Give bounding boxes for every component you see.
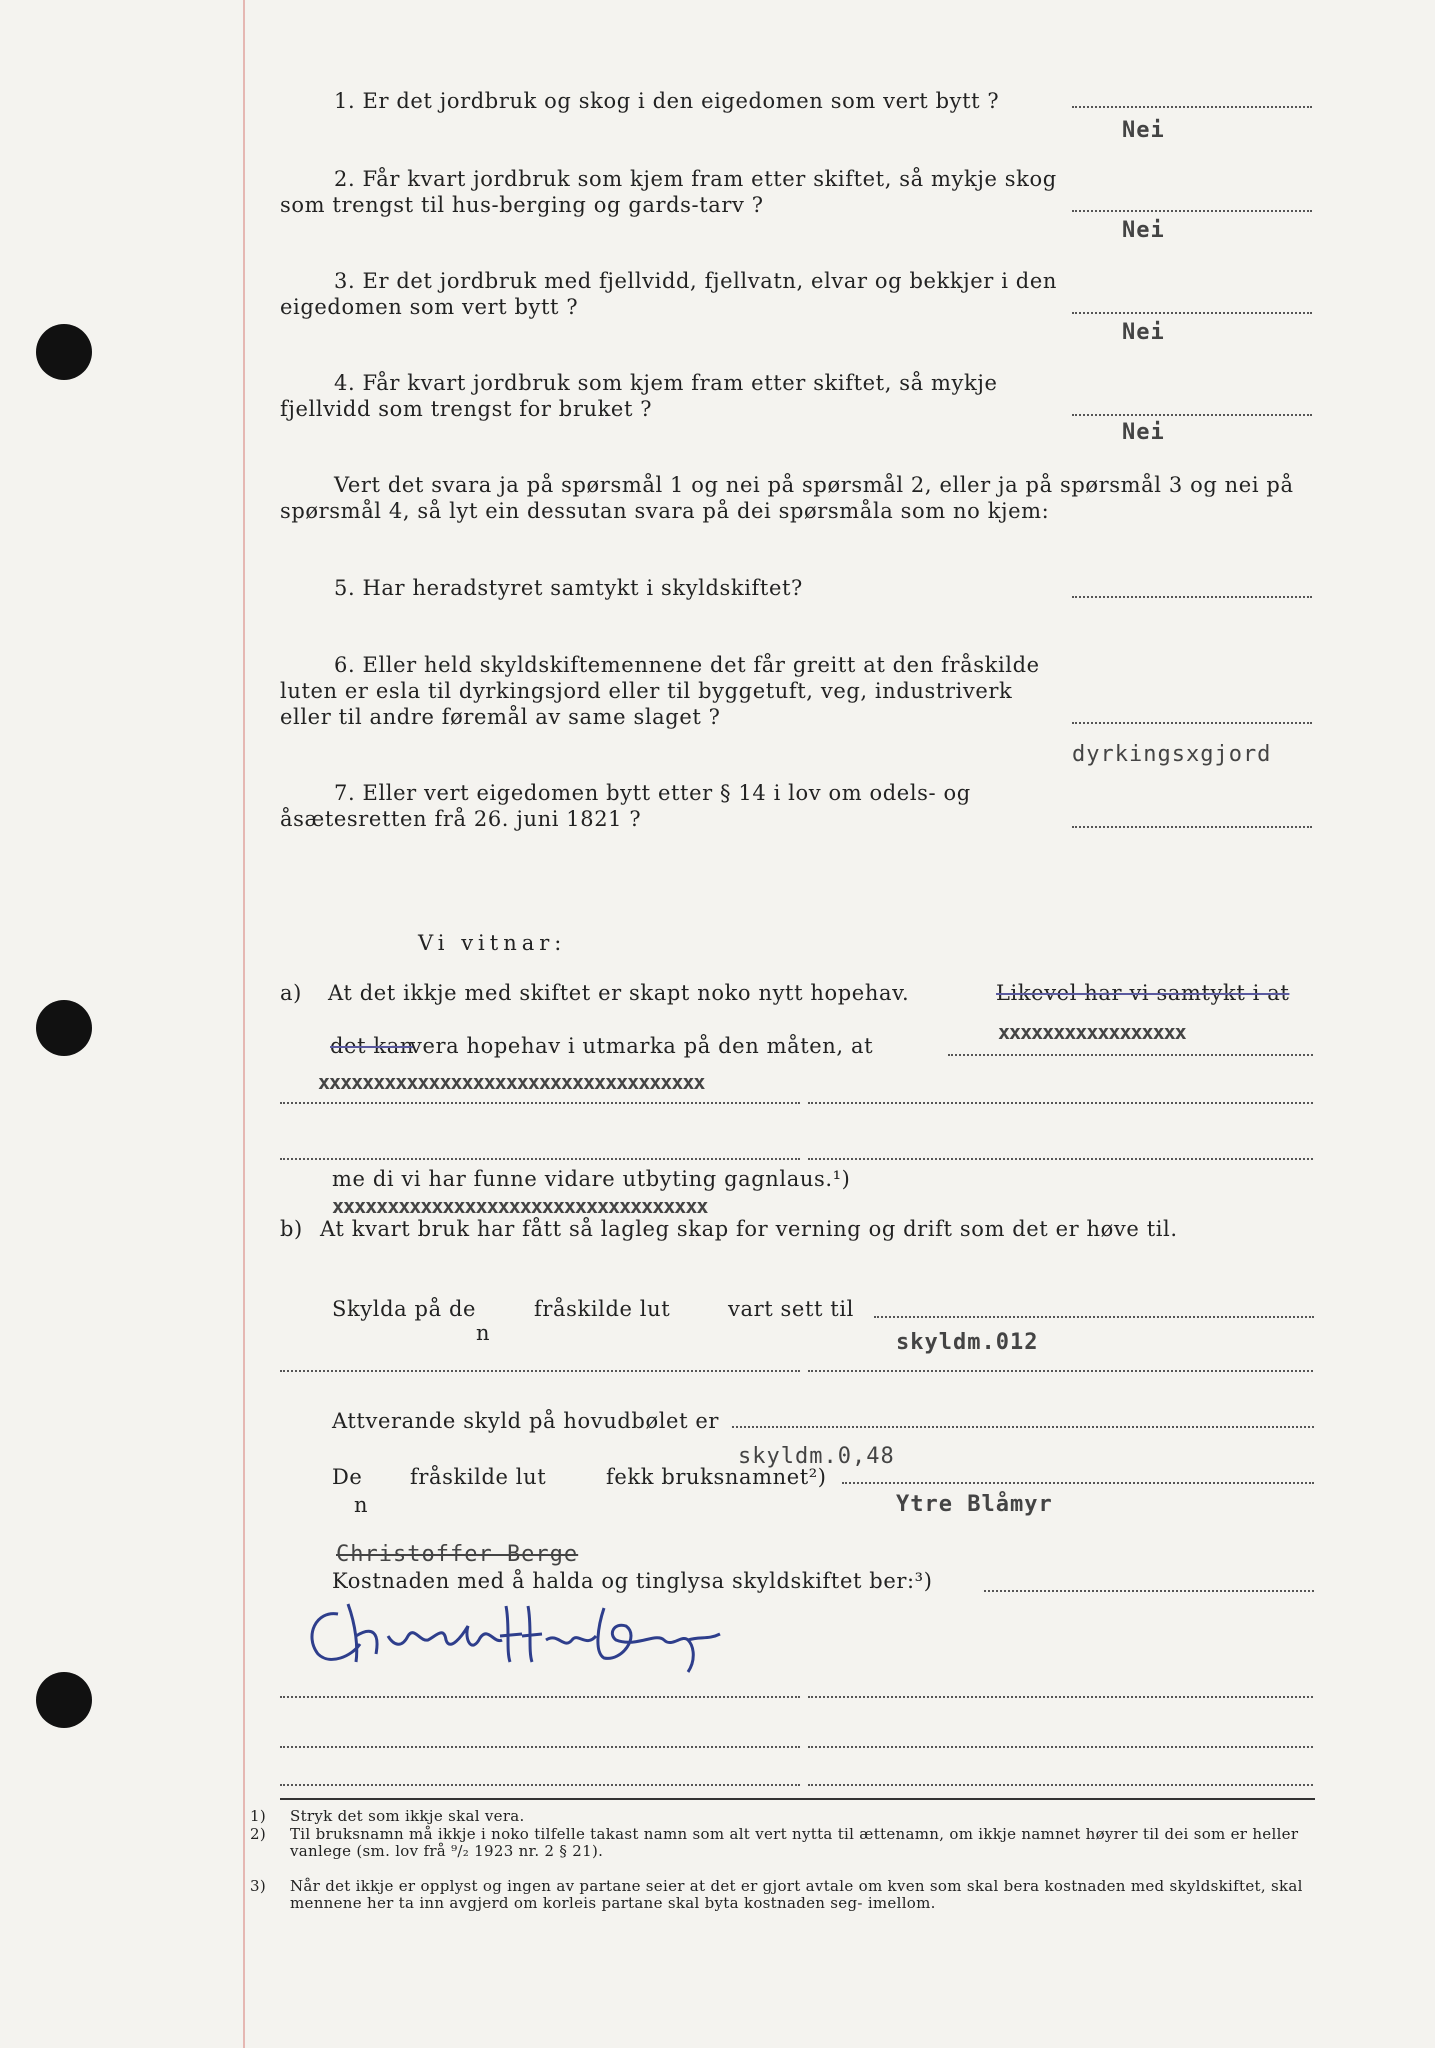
answer-line: [1072, 414, 1312, 416]
bruksnamn-value: Ytre Blåmyr: [896, 1492, 1053, 1517]
item-a-line2-struck: det kan: [330, 1034, 414, 1058]
struck-name: Christoffer Berge: [336, 1542, 579, 1567]
margin-line: [243, 0, 245, 2048]
crossed-fill-1: xxxxxxxxxxxxxxxxx: [998, 1020, 1186, 1044]
fill-line: [808, 1370, 1313, 1372]
answer-line: [1072, 312, 1312, 314]
answer-line: [1072, 106, 1312, 108]
fill-line: [948, 1054, 1313, 1056]
fill-line: [280, 1370, 800, 1372]
question-7: 7. Eller vert eigedomen bytt etter § 14 i lov om odels- og åsætesretten frå 26. juni 1821 ?: [280, 781, 971, 831]
answer-2: Nei: [1122, 218, 1165, 243]
de-label: De: [332, 1465, 363, 1489]
fill-line: [280, 1746, 800, 1748]
answer-3: Nei: [1122, 320, 1165, 345]
question-3: 3. Er det jordbruk med fjellvidd, fjellvatn, elvar og bekkjer i den eigedomen som vert bytt ?: [280, 269, 1058, 319]
fill-line: [842, 1482, 1314, 1484]
question-5: 5. Har heradstyret samtykt i skyldskiftet?: [334, 576, 803, 600]
punch-hole: [36, 324, 92, 380]
fill-line: [808, 1158, 1313, 1160]
hovudbol-value: skyldm.0,48: [738, 1444, 895, 1469]
fill-line: [280, 1102, 800, 1104]
fraskilde-lut-label-2: fråskilde lut: [410, 1465, 547, 1489]
skyld-value: skyldm.012: [896, 1330, 1039, 1355]
answer-line: [1072, 722, 1312, 724]
fill-line: [732, 1426, 1314, 1428]
instruction-text: Vert det svara ja på spørsmål 1 og nei på spørsmål 2, eller ja på spørsmål 3 og nei på spørsmål 4, så lyt ein dessutan svara på dei spørsmåla som no kjem:: [280, 473, 1294, 523]
item-a-label: a): [280, 981, 302, 1005]
fill-line: [808, 1784, 1313, 1786]
item-a-line3: me di vi har funne vidare utbyting gagnlaus.¹): [332, 1167, 851, 1191]
footnote-1: 1) Stryk det som ikkje skal vera.: [250, 1807, 525, 1825]
vart-sett-label: vart sett til: [728, 1297, 854, 1321]
answer-line: [1072, 596, 1312, 598]
crossed-fill-3: xxxxxxxxxxxxxxxxxxxxxxxxxxxxxxxxxx: [332, 1194, 708, 1218]
answer-4: Nei: [1122, 420, 1165, 445]
item-a-struck-text: Likevel har vi samtykt i at: [996, 981, 1290, 1005]
fill-line: [280, 1784, 800, 1786]
fill-line: [874, 1316, 1314, 1318]
answer-line: [1072, 210, 1312, 212]
question-2: 2. Får kvart jordbruk som kjem fram etter skiftet, så mykje skog som trengst til hus-berging og gards-tarv ?: [280, 167, 1057, 217]
signature: [296, 1596, 736, 1676]
fill-line: [808, 1696, 1313, 1698]
footnote-3: 3) Når det ikkje er opplyst og ingen av partane seier at det er gjort avtale om kven som skal bera kostnaden med skyldskiftet, skal mennene her ta inn avgjerd om korleis partane skal byta kostnaden seg- imellom.: [250, 1877, 1303, 1912]
answer-line: [1072, 826, 1312, 828]
skylda-suffix: n: [476, 1321, 491, 1345]
bruksnamn-label: fekk bruksnamnet²): [606, 1465, 827, 1489]
fill-line: [280, 1696, 800, 1698]
fill-line: [280, 1158, 800, 1160]
kostnad-label: Kostnaden med å halda og tinglysa skyldskiftet ber:³): [332, 1569, 933, 1593]
witness-heading: Vi vitnar:: [418, 931, 567, 955]
answer-1: Nei: [1122, 118, 1165, 143]
item-a-line2: vera hopehav i utmarka på den måten, at: [410, 1034, 874, 1058]
fill-line: [808, 1746, 1313, 1748]
fill-line: [808, 1102, 1313, 1104]
question-4: 4. Får kvart jordbruk som kjem fram etter skiftet, så mykje fjellvidd som trengst for bruket ?: [280, 371, 998, 421]
answer-6: dyrkingsxgjord: [1072, 742, 1272, 767]
punch-hole: [36, 1000, 92, 1056]
de-suffix: n: [354, 1493, 369, 1517]
item-b-text: At kvart bruk har fått så lagleg skap for verning og drift som det er høve til.: [320, 1217, 1178, 1241]
skylda-label: Skylda på de: [332, 1297, 477, 1321]
item-a-text: At det ikkje med skiftet er skapt noko nytt hopehav.: [328, 981, 910, 1005]
footnote-rule: [280, 1798, 1315, 1800]
footnote-2: 2) Til bruksnamn må ikkje i noko tilfelle takast namn som alt vert nytta til ættenamn, om ikkje namnet høyrer til dei som er heller vanlege (sm. lov frå ⁹/₂ 1923 nr. 2 § 21).: [250, 1825, 1299, 1860]
crossed-fill-2: xxxxxxxxxxxxxxxxxxxxxxxxxxxxxxxxxxx: [318, 1070, 705, 1094]
question-6: 6. Eller held skyldskiftemennene det får greitt at den fråskilde luten er esla til dyrkingsjord eller til byggetuft, veg, industriverk eller til andre føremål av same slaget ?: [280, 653, 1040, 729]
question-1: 1. Er det jordbruk og skog i den eigedomen som vert bytt ?: [334, 89, 1000, 113]
fraskilde-lut-label: fråskilde lut: [534, 1297, 671, 1321]
fill-line: [984, 1590, 1314, 1592]
item-b-label: b): [280, 1217, 303, 1241]
punch-hole: [36, 1672, 92, 1728]
hovudbol-label: Attverande skyld på hovudbølet er: [332, 1409, 720, 1433]
